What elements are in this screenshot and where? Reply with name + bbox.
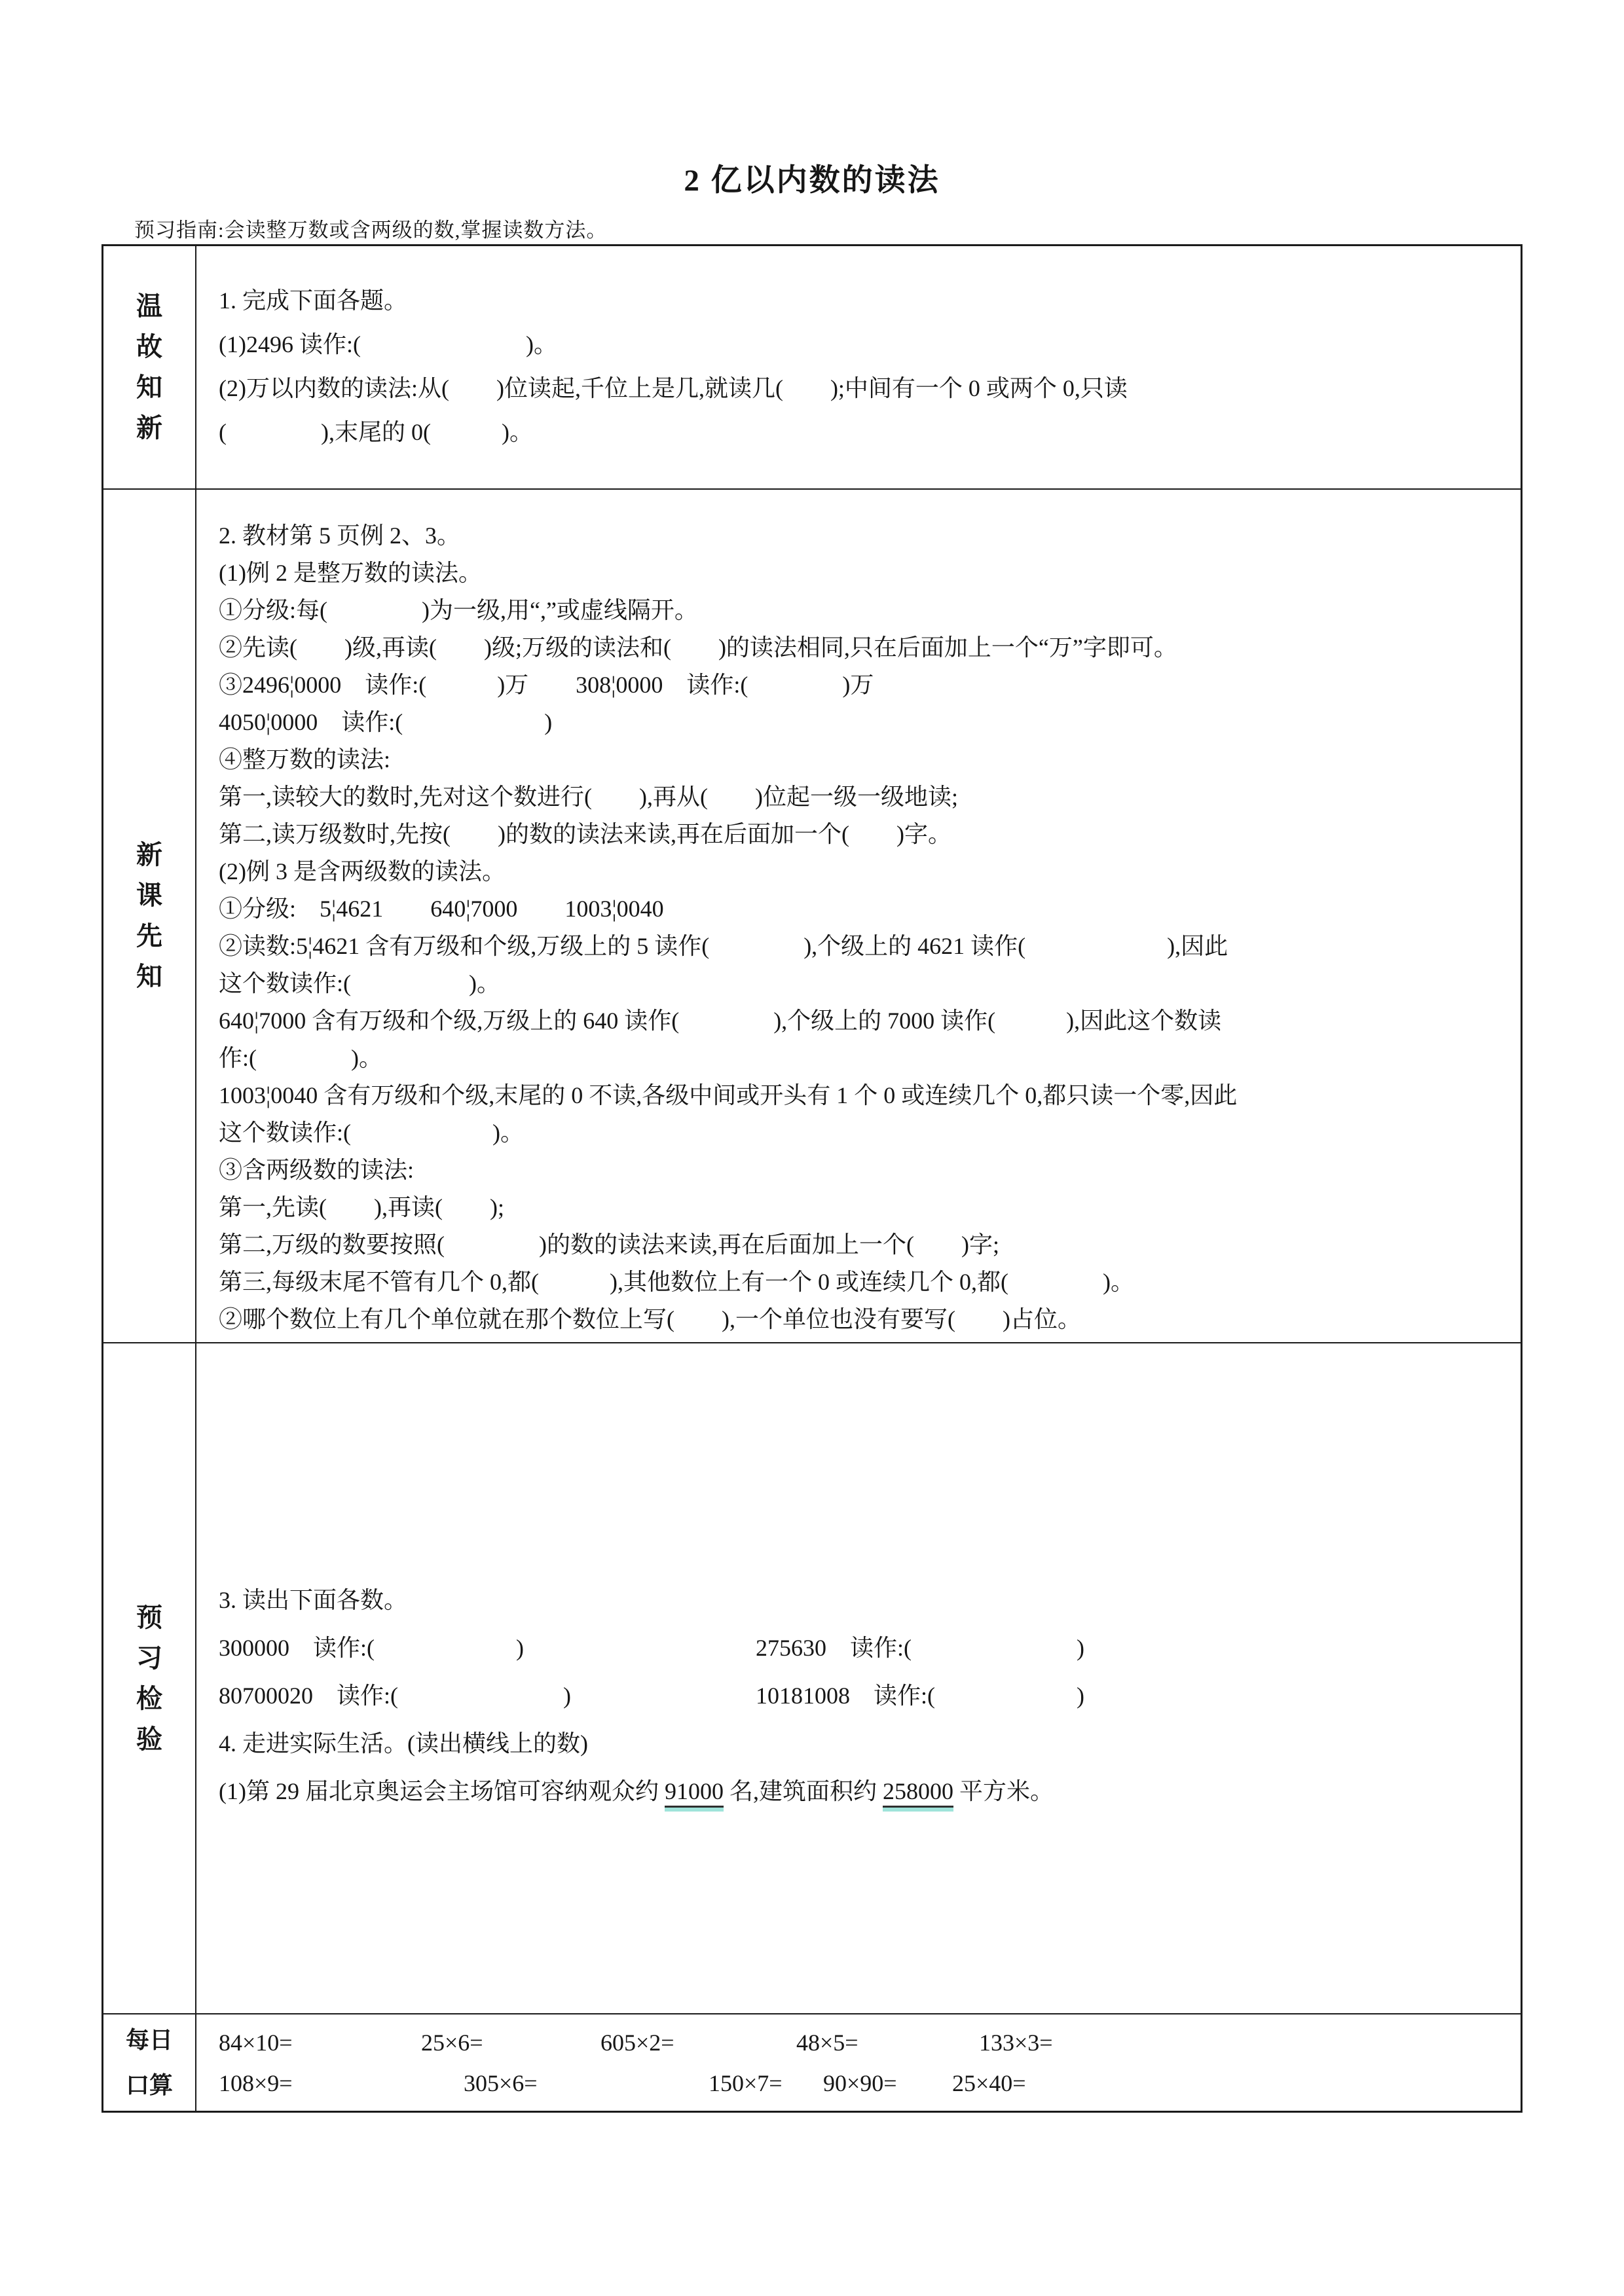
section-label: 温故知新 bbox=[136, 291, 162, 443]
section-review-label-cell bbox=[103, 246, 196, 488]
read-item: 10181008 读作:( ) bbox=[756, 1683, 1084, 1709]
section-review-content bbox=[196, 246, 1521, 488]
preview-guide: 预习指南:会读整万数或含两级的数,掌握读数方法。 bbox=[134, 219, 608, 242]
lesson-line: 1003¦0040 含有万级和个级,末尾的 0 不读,各级中间或开头有 1 个 0 或连续几个 0,都只读一个零,因此 bbox=[219, 1082, 1238, 1108]
daily-problems-row bbox=[219, 2063, 1504, 2104]
lesson-line: 作:( )。 bbox=[219, 1045, 382, 1071]
read-item: 275630 读作:( ) bbox=[756, 1635, 1084, 1661]
q3-title: 3. 读出下面各数。 bbox=[219, 1587, 408, 1613]
q4-item bbox=[219, 1768, 1504, 1815]
section-new-lesson-label-cell bbox=[103, 490, 196, 1342]
page-title: 2 亿以内数的读法 bbox=[684, 164, 940, 198]
q4-text: (1)第 29 届北京奥运会主场馆可容纳观众约 bbox=[219, 1778, 665, 1804]
section-label: 新课先知 bbox=[136, 840, 162, 991]
underlined-number: 258000 bbox=[883, 1778, 953, 1808]
lesson-line: 第二,万级的数要按照( )的数的读法来读,再在后面加上一个( )字; bbox=[219, 1231, 999, 1258]
lesson-line: ①分级: 5¦4621 640¦7000 1003¦0040 bbox=[219, 896, 664, 922]
read-item: 300000 读作:( ) bbox=[219, 1635, 524, 1661]
lesson-line: ③2496¦0000 读作:( )万 308¦0000 读作:( )万 bbox=[219, 672, 874, 698]
lesson-line: (1)例 2 是整万数的读法。 bbox=[219, 560, 482, 586]
section-daily-label-cell bbox=[103, 2014, 196, 2111]
lesson-line: 第二,读万级数时,先按( )的数的读法来读,再在后面加一个( )字。 bbox=[219, 821, 951, 847]
review-line: (1)2496 读作:( )。 bbox=[219, 331, 557, 357]
section-daily bbox=[103, 2014, 1521, 2111]
math-problem: 84×10= bbox=[219, 2030, 293, 2056]
lesson-line: ②先读( )级,再读( )级;万级的读法和( )的读法相同,只在后面加上一个“万”字即可。 bbox=[219, 634, 1177, 661]
lesson-line: 第一,读较大的数时,先对这个数进行( ),再从( )位起一级一级地读; bbox=[219, 784, 958, 810]
section-review bbox=[103, 246, 1521, 490]
q4-text: 平方米。 bbox=[953, 1778, 1054, 1804]
review-line: 1. 完成下面各题。 bbox=[219, 287, 408, 314]
read-item: 80700020 读作:( ) bbox=[219, 1683, 571, 1709]
section-label: 预习检验 bbox=[136, 1602, 162, 1754]
q4-text: 名,建筑面积约 bbox=[723, 1778, 883, 1804]
lesson-line: 这个数读作:( )。 bbox=[219, 970, 500, 996]
math-problem: 605×2= bbox=[600, 2030, 674, 2056]
lesson-line: ②读数:5¦4621 含有万级和个级,万级上的 5 读作( ),个级上的 4621 读作( ),因此 bbox=[219, 933, 1228, 959]
q4-title: 4. 走进实际生活。(读出横线上的数) bbox=[219, 1730, 588, 1757]
math-problem: 108×9= bbox=[219, 2070, 293, 2096]
lesson-line: ①分级:每( )为一级,用“,”或虚线隔开。 bbox=[219, 597, 698, 623]
section-check bbox=[103, 1343, 1521, 2014]
lesson-line: 第三,每级末尾不管有几个 0,都( ),其他数位上有一个 0 或连续几个 0,都( )。 bbox=[219, 1269, 1134, 1295]
math-problem: 25×6= bbox=[421, 2030, 483, 2056]
math-problem: 305×6= bbox=[464, 2070, 538, 2096]
section-new-lesson bbox=[103, 490, 1521, 1343]
lesson-line: ④整万数的读法: bbox=[219, 746, 391, 773]
review-line: (2)万以内数的读法:从( )位读起,千位上是几,就读几( );中间有一个 0 或两个 0,只读 bbox=[219, 375, 1128, 401]
section-check-label-cell bbox=[103, 1343, 196, 2013]
math-problem: 150×7= bbox=[709, 2070, 783, 2096]
math-problem: 133×3= bbox=[979, 2030, 1053, 2056]
q3-row bbox=[219, 1624, 1504, 1672]
lesson-line: 第一,先读( ),再读( ); bbox=[219, 1194, 504, 1220]
math-problem: 25×40= bbox=[952, 2070, 1026, 2096]
section-new-lesson-content bbox=[196, 490, 1521, 1342]
lesson-line: ③含两级数的读法: bbox=[219, 1157, 415, 1183]
underlined-number: 91000 bbox=[665, 1778, 724, 1808]
section-label: 每日口算 bbox=[125, 2027, 173, 2098]
lesson-line: ②哪个数位上有几个单位就在那个数位上写( ),一个单位也没有要写( )占位。 bbox=[219, 1306, 1081, 1332]
math-problem: 48×5= bbox=[796, 2030, 858, 2056]
lesson-line: 这个数读作:( )。 bbox=[219, 1120, 524, 1146]
section-check-content bbox=[196, 1343, 1521, 2013]
worksheet-table bbox=[101, 244, 1522, 2113]
q3-row bbox=[219, 1672, 1504, 1720]
section-daily-content bbox=[196, 2014, 1521, 2111]
lesson-line: (2)例 3 是含两级数的读法。 bbox=[219, 858, 506, 884]
lesson-line: 640¦7000 含有万级和个级,万级上的 640 读作( ),个级上的 7000 读作( ),因此这个数读 bbox=[219, 1008, 1222, 1034]
math-problem: 90×90= bbox=[823, 2070, 897, 2096]
lesson-line: 2. 教材第 5 页例 2、3。 bbox=[219, 522, 461, 549]
lesson-line: 4050¦0000 读作:( ) bbox=[219, 709, 553, 735]
review-line: ( ),末尾的 0( )。 bbox=[219, 419, 533, 445]
daily-problems-row bbox=[219, 2022, 1504, 2063]
